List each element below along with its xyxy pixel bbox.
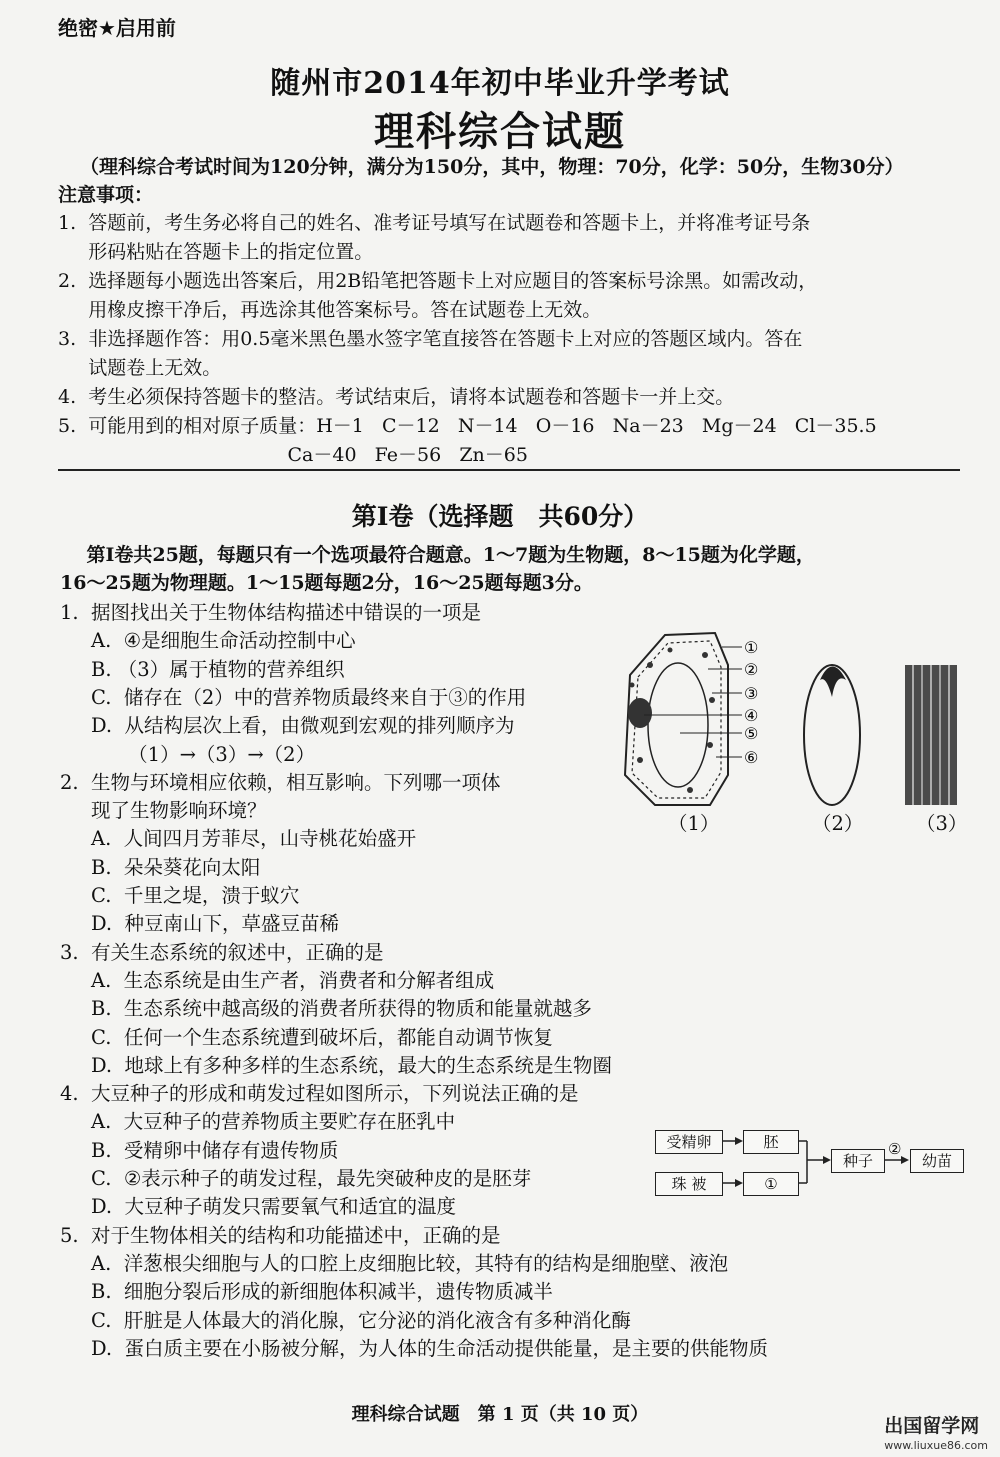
q-line: C. 千里之堤，溃于蚁穴 xyxy=(60,884,300,907)
vacuole xyxy=(648,663,708,787)
time-info: （理科综合考试时间为120分钟，满分为150分，其中，物理：70分，化学：50分，生物30分） xyxy=(80,156,904,178)
q-line: A. 大豆种子的营养物质主要贮存在胚乳中 xyxy=(60,1110,456,1134)
notice-line: 4. 考生必须保持答题卡的整洁。考试结束后，请将本试题卷和答题卡一并上交。 xyxy=(58,386,735,408)
q-line: A. ④是细胞生命活动控制中心 xyxy=(60,629,356,653)
q-line: B. 朵朵葵花向太阳 xyxy=(60,855,261,879)
box-embryo: 胚 xyxy=(743,1130,799,1154)
exam-title: 随州市2014年初中毕业升学考试 xyxy=(270,66,730,101)
caption-2: （2） xyxy=(812,812,864,835)
q-line: C. ②表示种子的萌发过程，最先突破种皮的是胚芽 xyxy=(60,1167,532,1190)
box-seedling: 幼苗 xyxy=(910,1149,964,1173)
q-line: 5. 对于生物体相关的结构和功能描述中，正确的是 xyxy=(60,1223,501,1247)
notice-line: 2. 选择题每小题选出答案后，用2B铅笔把答题卡上对应题目的答案标号涂黑。如需改动， xyxy=(58,270,818,292)
box-integument: 珠 被 xyxy=(655,1172,723,1196)
box-seed: 种子 xyxy=(831,1149,885,1173)
notice-line: 1. 答题前，考生务必将自己的姓名、准考证号填写在试题卷和答题卡上，并将准考证号条 xyxy=(58,212,811,234)
caption-1: （1） xyxy=(668,812,720,835)
intro-line: 16～25题为物理题。1～15题每题2分，16～25题每题3分。 xyxy=(60,572,593,594)
marker-6: ⑥ xyxy=(744,748,759,767)
notice-line: 用橡皮擦干净后，再选涂其他答案标号。答在试题卷上无效。 xyxy=(58,299,602,321)
marker-4: ④ xyxy=(744,706,759,725)
watermark-url: www.liuxue86.com xyxy=(884,1439,988,1452)
q-line: D. 大豆种子萌发只需要氧气和适宜的温度 xyxy=(60,1195,457,1219)
q-line: C. 肝脏是人体最大的消化腺，它分泌的消化液含有多种消化酶 xyxy=(60,1308,631,1332)
notice-line: 形码粘贴在答题卡上的指定位置。 xyxy=(58,241,374,263)
q-line: 2. 生物与环境相应依赖，相互影响。下列哪一项体 xyxy=(60,770,501,794)
q-line: B. 受精卵中储存有遗传物质 xyxy=(60,1138,339,1162)
q-line: D. 蛋白质主要在小肠被分解，为人体的生命活动提供能量，是主要的供能物质 xyxy=(60,1336,769,1360)
q-line: （1）→（3）→（2） xyxy=(60,742,316,766)
q-line: 现了生物影响环境？ xyxy=(60,799,267,823)
watermark xyxy=(884,1416,988,1456)
q-line: A. 洋葱根尖细胞与人的口腔上皮细胞比较，其特有的结构是细胞壁、液泡 xyxy=(60,1251,729,1275)
box-fertilized-egg: 受精卵 xyxy=(655,1130,723,1154)
watermark-name: 出国留学网 xyxy=(884,1415,980,1437)
notice-heading: 注意事项： xyxy=(58,184,154,206)
q-line: 1. 据图找出关于生物体结构描述中错误的一项是 xyxy=(60,601,482,624)
section-title: 第Ⅰ卷（选择题 共60分） xyxy=(351,502,649,531)
tissue-strip xyxy=(905,665,957,805)
q-line: C. 任何一个生态系统遭到破坏后，都能自动调节恢复 xyxy=(60,1025,553,1049)
label-two: ② xyxy=(888,1140,902,1158)
cell-seed-tissue-figure xyxy=(610,625,970,835)
q-line: 4. 大豆种子的形成和萌发过程如图所示，下列说法正确的是 xyxy=(60,1082,579,1106)
notice-line: 5. 可能用到的相对原子质量：H－1 C－12 N－14 O－16 Na－23 Mg－24 Cl－35.5 xyxy=(58,415,877,437)
caption-3: （3） xyxy=(916,812,968,835)
q-line: C. 储存在（2）中的营养物质最终来自于③的作用 xyxy=(60,685,527,709)
divider-line xyxy=(58,469,960,471)
nucleus xyxy=(628,698,652,728)
q-line: D. 种豆南山下，草盛豆苗稀 xyxy=(60,912,340,936)
marker-5: ⑤ xyxy=(744,724,759,743)
notice-line: Ca－40 Fe－56 Zn－65 xyxy=(58,444,528,466)
q-line: B. 细胞分裂后形成的新细胞体积减半，遗传物质减半 xyxy=(60,1280,553,1304)
marker-1: ① xyxy=(744,638,759,657)
notice-line: 试题卷上无效。 xyxy=(58,357,222,379)
intro-line: 第Ⅰ卷共25题，每题只有一个选项最符合题意。1～7题为生物题，8～15题为化学题， xyxy=(60,544,815,566)
q-line: B. （3）属于植物的营养组织 xyxy=(60,657,345,681)
box-one: ① xyxy=(743,1172,799,1196)
exam-subtitle: 理科综合试题 xyxy=(374,109,626,155)
marker-2: ② xyxy=(744,660,759,679)
page-footer: 理科综合试题 第 1 页（共 10 页） xyxy=(351,1404,649,1425)
confidential-label: 绝密★启用前 xyxy=(58,16,176,40)
q-line: A. 生态系统是由生产者，消费者和分解者组成 xyxy=(60,968,495,992)
notice-line: 3. 非选择题作答：用0.5毫米黑色墨水签字笔直接答在答题卡上对应的答题区域内。答在 xyxy=(58,328,803,350)
marker-3: ③ xyxy=(744,684,759,703)
q-line: 3. 有关生态系统的叙述中，正确的是 xyxy=(60,940,384,964)
q-line: B. 生态系统中越高级的消费者所获得的物质和能量就越多 xyxy=(60,997,592,1021)
seed-embryo xyxy=(820,667,846,698)
q-line: A. 人间四月芳菲尽，山寺桃花始盛开 xyxy=(60,827,417,851)
q-line: D. 地球上有多种多样的生态系统，最大的生态系统是生物圈 xyxy=(60,1053,613,1077)
q-line: D. 从结构层次上看，由微观到宏观的排列顺序为 xyxy=(60,714,515,738)
